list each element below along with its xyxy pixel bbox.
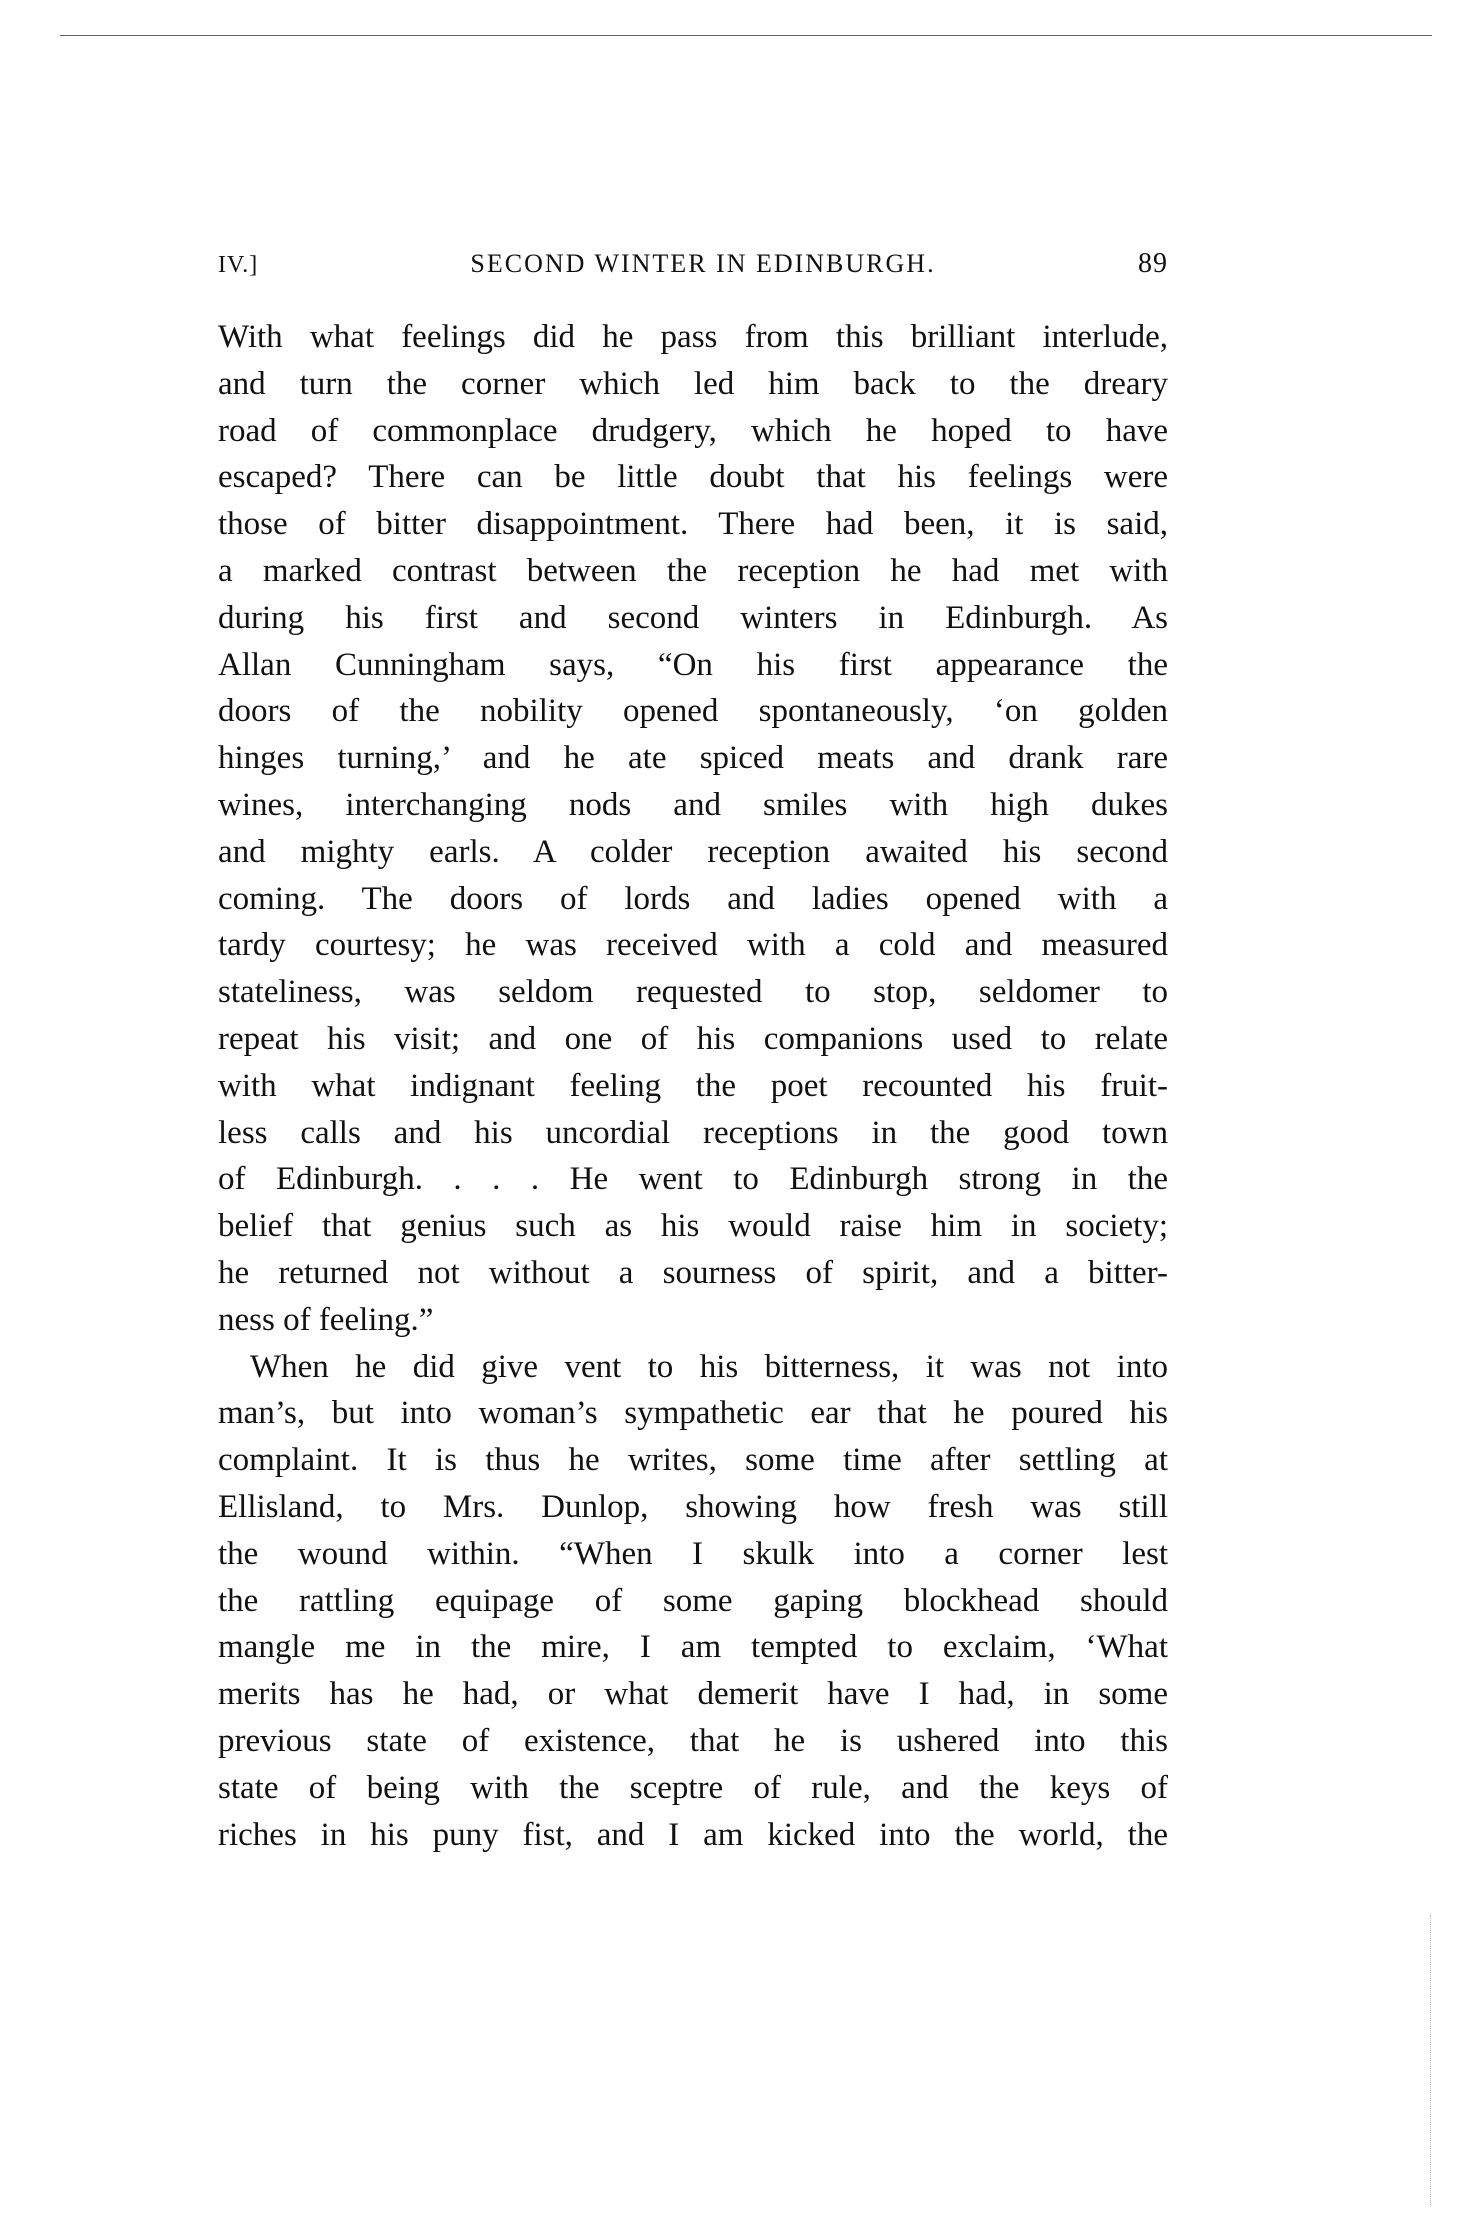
text-line: the wound within. “When I skulk into a corner lest	[218, 1535, 1168, 1572]
running-title: SECOND WINTER IN EDINBURGH.	[470, 249, 936, 278]
text-line: Allan Cunningham says, “On his first appearance the	[218, 646, 1168, 683]
text-line: merits has he had, or what demerit have I had, in some	[218, 1676, 1168, 1713]
text-line: doors of the nobility opened spontaneously, ‘on golden	[218, 693, 1168, 730]
text-line: coming. The doors of lords and ladies opened with a	[218, 880, 1168, 917]
text-line: with what indignant feeling the poet recounted his fruit-	[218, 1067, 1168, 1104]
text-line: complaint. It is thus he writes, some time after settling at	[218, 1442, 1168, 1479]
scan-edge-marks	[1430, 1915, 1432, 2205]
book-page	[218, 248, 1168, 1858]
text-line: during his first and second winters in Edinburgh. As	[218, 599, 1168, 636]
text-line: mangle me in the mire, I am tempted to exclaim, ‘What	[218, 1629, 1168, 1666]
text-line: the rattling equipage of some gaping blockhead should	[218, 1582, 1168, 1619]
page-number: 89	[1138, 248, 1168, 279]
text-line: those of bitter disappointment. There had been, it is said,	[218, 506, 1168, 543]
text-line: and turn the corner which led him back to the dreary	[218, 365, 1168, 402]
text-line: repeat his visit; and one of his companions used to relate	[218, 1020, 1168, 1057]
chapter-marker: IV.]	[218, 252, 259, 278]
text-line: riches in his puny fist, and I am kicked into the world, the	[218, 1816, 1168, 1853]
text-line: Ellisland, to Mrs. Dunlop, showing how fresh was still	[218, 1488, 1168, 1525]
text-line: With what feelings did he pass from this brilliant interlude,	[218, 319, 1168, 355]
text-line: and mighty earls. A colder reception awaited his second	[218, 833, 1168, 870]
text-line: state of being with the sceptre of rule, and the keys of	[218, 1769, 1168, 1806]
text-line: road of commonplace drudgery, which he hoped to have	[218, 412, 1168, 449]
text-line: belief that genius such as his would raise him in society;	[218, 1208, 1168, 1245]
text-line: of Edinburgh. . . . He went to Edinburgh strong in the	[218, 1161, 1168, 1198]
text-line: a marked contrast between the reception he had met with	[218, 552, 1168, 589]
text-line: stateliness, was seldom requested to stop, seldomer to	[218, 974, 1168, 1011]
paragraph	[218, 1344, 1168, 1859]
text-line: he returned not without a sourness of spirit, and a bitter-	[218, 1254, 1168, 1291]
text-line: wines, interchanging nods and smiles with high dukes	[218, 786, 1168, 823]
scan-edge-rule	[60, 35, 1432, 36]
paragraph	[218, 314, 1168, 1344]
text-line: tardy courtesy; he was received with a cold and measured	[218, 927, 1168, 964]
text-line: When he did give vent to his bitterness, it was not into	[250, 1348, 1168, 1385]
text-line: previous state of existence, that he is ushered into this	[218, 1722, 1168, 1759]
text-line: hinges turning,’ and he ate spiced meats and drank rare	[218, 740, 1168, 777]
body-text	[218, 314, 1168, 1858]
text-line: less calls and his uncordial receptions in the good town	[218, 1114, 1168, 1151]
text-line: ness of feeling.”	[218, 1301, 434, 1338]
text-line: man’s, but into woman’s sympathetic ear that he poured his	[218, 1395, 1168, 1432]
text-line: escaped? There can be little doubt that his feelings were	[218, 459, 1168, 496]
running-head	[218, 248, 1168, 294]
